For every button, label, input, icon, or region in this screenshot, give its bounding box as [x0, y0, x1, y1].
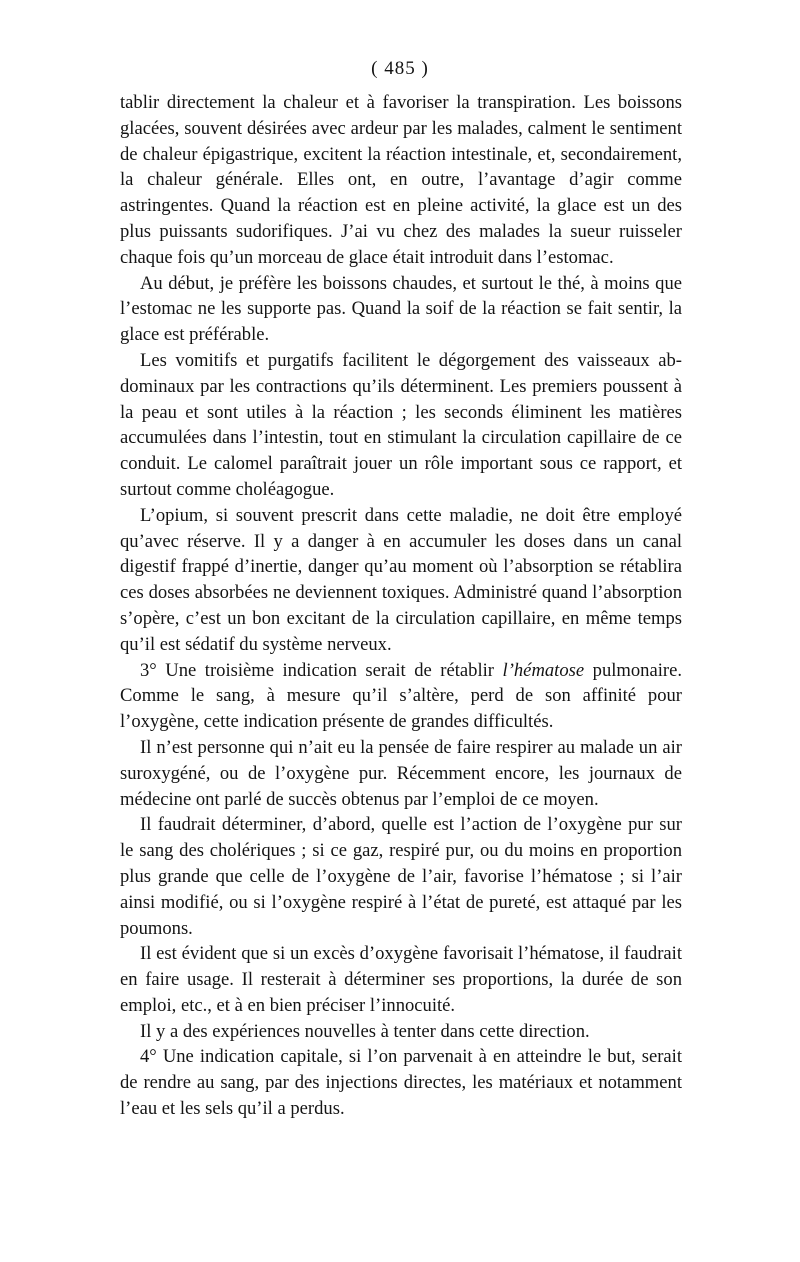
- paragraph-5-italic-term: l’hématose: [502, 659, 585, 681]
- paragraph-2: Au début, je préfère les boissons chaudes, et surtout le thé, à moins que l’estomac ne les supporte pas. Quand la soif de la réaction se fait sentir, la glace est préférable.: [120, 272, 682, 346]
- paragraph-1: tablir directement la chaleur et à favoriser la transpiration. Les boissons glacées, souvent désirées avec ardeur par les malades, calment le sentiment de chaleur épigastrique, excitent la réaction intestinale, et, secondairement, la chaleur générale. Elles ont, en outre, l’avantage d’agir comme astringentes. Quand la réaction est en pleine activité, la glace est un des plus puissants sudorifiques. J’ai vu chez des malades la sueur ruisseler chaque fois qu’un morceau de glace était introduit dans l’estomac.: [120, 92, 682, 268]
- paragraph-7: Il faudrait déterminer, d’abord, quelle est l’action de l’oxygène pur sur le sang des cholériques ; si ce gaz, respiré pur, ou du moins en proportion plus grande que celle de l’oxygène de l’air, favorise l’hématose ; si l’air ainsi modifié, ou si l’oxygène respiré à l’état de pureté, est attaqué par les poumons.: [120, 814, 682, 939]
- paragraph-8: Il est évident que si un excès d’oxygène favorisait l’hématose, il faudrait en faire usage. Il resterait à déterminer ses proportions, la durée de son emploi, etc., et à en bien préciser l’innocuité.: [120, 943, 682, 1016]
- paragraph-5-end: pulmonaire. Comme le sang, à mesure qu’il s’altère, perd de son affinité pour l’oxygène, cette indication présente de grandes difficultés.: [120, 659, 682, 733]
- paragraph-5-start: 3° Une troisième indication serait de rétablir: [140, 659, 503, 681]
- paragraph-3: Les vomitifs et purgatifs facilitent le dégorgement des vaisseaux abdominaux par les contractions qu’ils déterminent. Les premiers poussent à la peau et sont utiles à la réaction ; les seconds éliminent les matières accumulées dans l’intestin, tout en stimulant la circulation capillaire de ce conduit. Le calomel paraîtrait jouer un rôle important sous ce rapport, et surtout comme choléagogue.: [120, 349, 682, 500]
- paragraph-10: 4° Une indication capitale, si l’on parvenait à en atteindre le but, serait de rendre au sang, par des injections directes, les matériaux et notamment l’eau et les sels qu’il a perdus.: [120, 1046, 682, 1120]
- page-number: ( 485 ): [371, 58, 429, 79]
- paragraph-4: L’opium, si souvent prescrit dans cette maladie, ne doit être employé qu’avec réserve. Il y a danger à en accumuler les doses dans un canal digestif frappé d’inertie, danger qu’au moment où l’absorption se rétablira ces doses absorbées ne deviennent toxiques. Administré quand l’absorption s’opère, c’est un bon excitant de la circulation capillaire, en même temps qu’il est sédatif du système nerveux.: [120, 504, 682, 655]
- paragraph-9: Il y a des expériences nouvelles à tenter dans cette direction.: [140, 1020, 590, 1042]
- paragraph-5: [120, 658, 682, 735]
- page-body: [120, 90, 682, 1122]
- paragraph-6: Il n’est personne qui n’ait eu la pensée de faire respirer au malade un air suroxygéné, ou de l’oxygène pur. Récemment encore, les journaux de médecine ont parlé de succès obtenus par l’emploi de ce moyen.: [120, 736, 682, 810]
